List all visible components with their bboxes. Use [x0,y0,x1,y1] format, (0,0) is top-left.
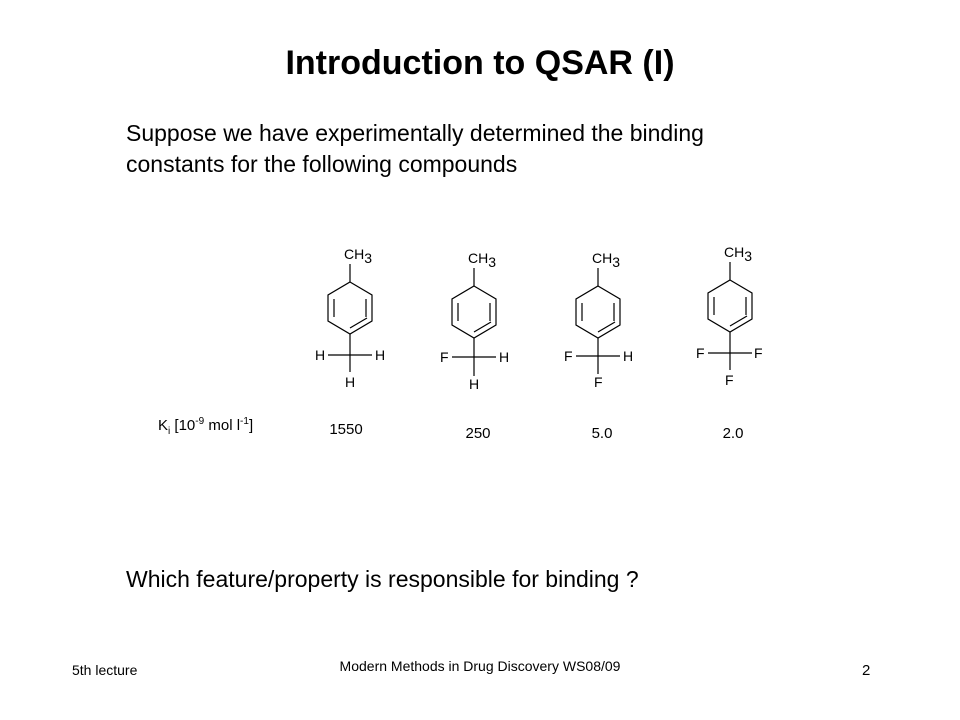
compound-4-right-atom: F [754,345,763,361]
compound-2-methyl-label: CH3 [468,250,497,270]
intro-text [126,118,846,180]
ki-value-compound-2: 250 [465,425,491,442]
intro-line-2: constants for the following compounds [126,151,518,177]
compound-2-bottom-atom: H [469,376,480,392]
compound-4-methyl-label: CH3 [724,244,753,264]
compound-3-bottom-atom: F [594,374,603,390]
slide-title: Introduction to QSAR (I) [285,44,675,82]
compound-3-methyl-label: CH3 [592,250,621,270]
compound-1-left-atom: H [315,347,326,363]
compound-3-structure [556,244,636,394]
compound-4-bottom-atom: F [725,372,734,388]
page-number: 2 [862,662,871,679]
intro-line-1: Suppose we have experimentally determined the binding [126,120,704,146]
compound-2-left-atom: F [440,349,449,365]
compound-1-structure [308,240,388,390]
compound-2-structure [432,244,512,394]
ki-label: $K_i$ [$10^{-9}$ mol $l^{-1}$] [158,416,254,437]
footer-course-title: Modern Methods in Drug Discovery WS08/09 [339,658,621,674]
compound-3-right-atom: H [623,348,634,364]
compound-1-right-atom: H [375,347,386,363]
question-text: Which feature/property is responsible for binding ? [126,566,639,592]
ki-value-compound-4: 2.0 [722,425,744,442]
compound-2-right-atom: H [499,349,510,365]
compound-1-methyl-label: CH3 [344,246,373,266]
compound-4-structure [690,238,770,388]
footer-lecture: 5th lecture [72,662,138,678]
compound-4-left-atom: F [696,345,705,361]
ki-value-compound-1: 1550 [329,421,363,438]
compound-1-bottom-atom: H [345,374,356,390]
compound-3-left-atom: F [564,348,573,364]
ki-value-compound-3: 5.0 [591,425,613,442]
